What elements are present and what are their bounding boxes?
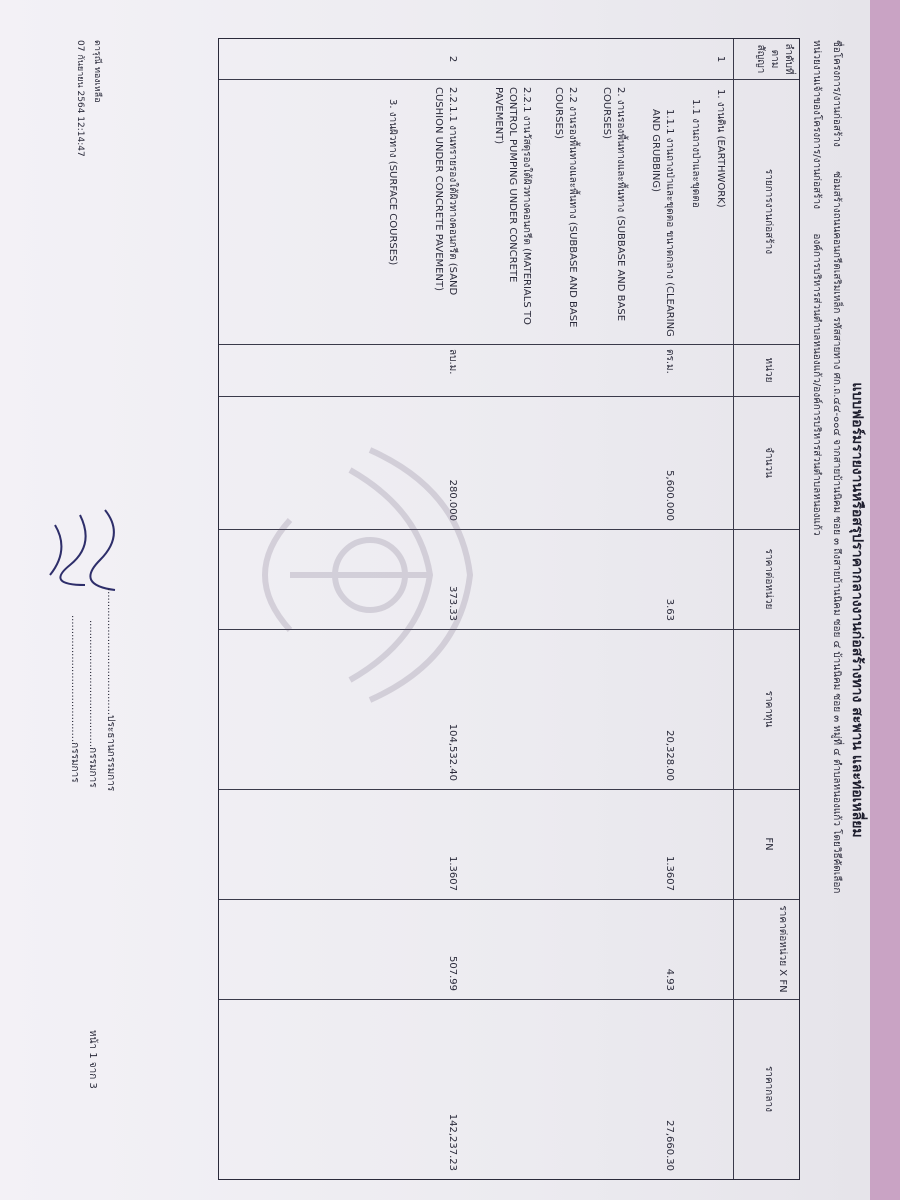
row-desc: 2.2.1 งานวัสดุรองใต้ผิวทางคอนกรีต (MATERIALS TO CONTROL PUMPING UNDER CONCRETE PAVEMENT) bbox=[493, 87, 532, 325]
signature-scribble bbox=[45, 505, 125, 595]
row-no: 1 bbox=[715, 55, 726, 63]
signature-chairman: ........................................ประธานกรรมการ bbox=[105, 588, 116, 792]
row-fn: 1.3607 bbox=[447, 856, 458, 891]
column-divider bbox=[219, 79, 799, 80]
row-desc: 2.2.1.1 งานทรายรองใต้ผิวทางคอนกรีต (SAND CUSHION UNDER CONCRETE PAVEMENT) bbox=[433, 87, 458, 296]
garuda-seal-watermark bbox=[230, 430, 490, 720]
row-fn: 1.3607 bbox=[664, 856, 675, 891]
project-value: ซ่อมสร้างถนนคอนกรีตเสริมเหล็ก รหัสสายทาง ศก.ถ.๔๔-๐๐๔ จากสายบ้านนิคม ซอย ๓ ถึงสายบ้านนิคม ซอย ๔ บ้านนิคม ซอย ๓ หมู่ที่ ๔ ตำบลหนองแก้ว โดยวิธีคัดเลือก bbox=[831, 171, 842, 894]
background-surface bbox=[870, 0, 900, 1200]
project-label: ชื่อโครงการ/งานก่อสร้าง bbox=[831, 40, 842, 147]
header-fn: FN bbox=[763, 837, 774, 851]
row-no: 2 bbox=[447, 55, 458, 63]
header-cost: ราคาทุน bbox=[763, 690, 774, 728]
row-qty: 280.000 bbox=[447, 479, 458, 521]
row-desc: 1.1 งานถางป่าและขุดตอ bbox=[690, 99, 701, 208]
header-divider bbox=[733, 39, 734, 1179]
row-price-fn: 507.99 bbox=[447, 956, 458, 991]
header-price-fn: ราคาต่อหน่วย X FN bbox=[777, 905, 788, 993]
row-desc: 2.2 งานรองพื้นทางและพื้นทาง (SUBBASE AND BASE COURSES) bbox=[553, 87, 578, 328]
signature-member-1: ........................................กรรมการ bbox=[87, 620, 98, 788]
row-desc: 1.1.1 งานถางป่าและขุดตอ ขนาดกลาง (CLEARING AND GRUBBING) bbox=[650, 109, 675, 337]
header-unit-price: ราคาต่อหน่วย bbox=[763, 548, 774, 610]
row-desc: 3. งานผิวทาง (SURFACE COURSES) bbox=[387, 99, 398, 266]
document-title: แบบฟอร์มรายงานหรือสรุปราคากลางงานก่อสร้างทาง สะพาน และท่อเหลี่ยม bbox=[849, 382, 865, 838]
column-divider bbox=[219, 899, 799, 900]
header-desc: รายการงานก่อสร้าง bbox=[763, 168, 774, 255]
column-divider bbox=[219, 344, 799, 345]
row-cost: 20,328.00 bbox=[664, 730, 675, 781]
row-total: 27,660.30 bbox=[664, 1120, 675, 1171]
row-unit: ลบ.ม. bbox=[447, 349, 458, 375]
footer-name: ดารุณี ทองเหลือ bbox=[92, 40, 102, 103]
row-total: 142,237.23 bbox=[447, 1113, 458, 1171]
header-total: ราคากลาง bbox=[763, 1066, 774, 1112]
project-line bbox=[829, 40, 844, 940]
agency-label: หน่วยงานเจ้าของโครงการ/งานก่อสร้าง bbox=[811, 40, 822, 209]
column-divider bbox=[219, 999, 799, 1000]
row-unit-price: 373.33 bbox=[447, 586, 458, 621]
row-desc: 1. งานดิน (EARTHWORK) bbox=[715, 89, 726, 208]
row-unit: ตร.ม. bbox=[664, 349, 675, 374]
header-unit: หน่วย bbox=[763, 357, 774, 383]
signature-member-2: ........................................กรรมการ bbox=[69, 615, 80, 783]
row-cost: 104,532.40 bbox=[447, 723, 458, 781]
row-desc: 2. งานรองพื้นทางและพื้นทาง (SUBBASE AND BASE COURSES) bbox=[601, 87, 626, 322]
page-number: หน้า 1 จาก 3 bbox=[87, 1030, 98, 1089]
footer-date: 07 กันยายน 2564 12:14:47 bbox=[75, 40, 85, 157]
agency-line bbox=[809, 40, 824, 940]
header-no: ลำดับที่ ตามสัญญา bbox=[755, 43, 794, 75]
header-qty: จำนวน bbox=[763, 447, 774, 478]
column-divider bbox=[219, 789, 799, 790]
row-price-fn: 4.93 bbox=[664, 968, 675, 991]
column-divider bbox=[219, 396, 799, 397]
agency-value: องค์การบริหารส่วนตำบลหนองแก้ว/องค์การบริหารส่วนตำบลหนองแก้ว bbox=[811, 233, 822, 536]
row-unit-price: 3.63 bbox=[664, 598, 675, 621]
row-qty: 5,600.000 bbox=[664, 470, 675, 521]
